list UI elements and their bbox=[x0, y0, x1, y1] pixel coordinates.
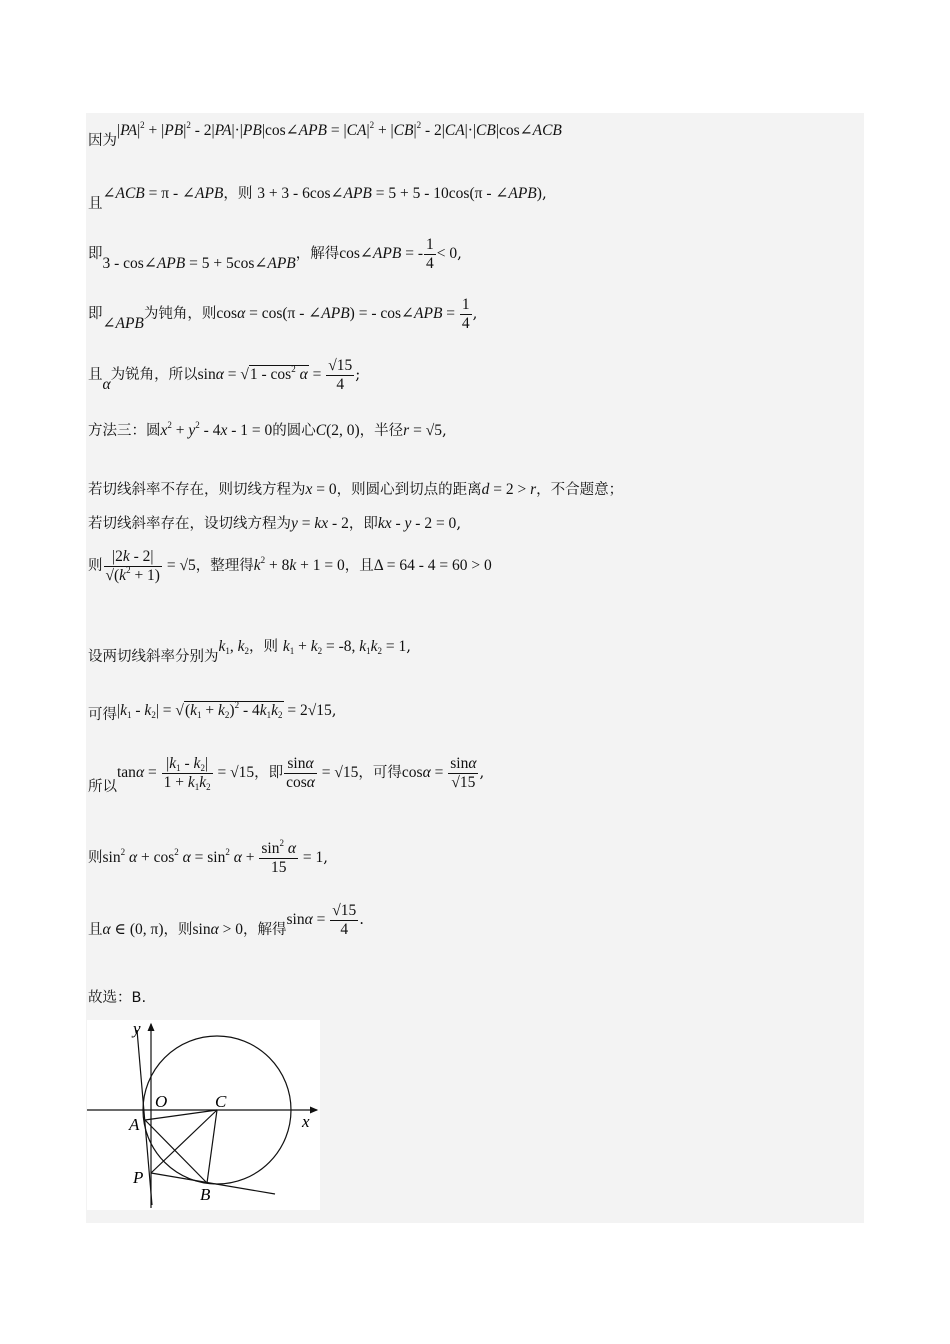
equation-line-6: 方法三：圆$x^2 + y^2 - 4x - 1 = 0$的圆心C(2, 0)，半径r = √5, bbox=[88, 420, 447, 439]
label-b: B bbox=[200, 1185, 211, 1204]
equation-line-1: 因为$|PA|^2 + |PB|^2$ - 2|PA|·|PB|cos∠APB = $|CA|^2 + |CB|^2$ - 2|CA|·|CB|cos∠ACB bbox=[88, 120, 562, 149]
segment-cb bbox=[207, 1110, 217, 1183]
label-o: O bbox=[155, 1092, 168, 1111]
label-y: y bbox=[133, 1020, 141, 1038]
equation-line-10: 设两切线斜率分别为$k_1$, $k_2$，则 $k_1 + k_2 = -8$, $k_1k_2 = 1$, bbox=[88, 637, 412, 665]
geometry-figure bbox=[87, 1020, 320, 1210]
label-p: P bbox=[133, 1168, 144, 1187]
circle-tangent-diagram bbox=[87, 1020, 320, 1210]
equation-line-11: 可得$|k_1 - k_2| = √(k_1 + k_2)^2 - 4k_1k_2 = 2√15$, bbox=[88, 700, 337, 723]
equation-line-3: 即3 - cos∠APB = 5 + 5cos∠APB，解得cos∠APB = - $\frac{1}{4}$ < 0, bbox=[88, 236, 462, 273]
tangent-line-pb bbox=[151, 1173, 275, 1194]
equation-line-2: 且∠ACB = π - ∠APB，则 3 + 3 - 6cos∠APB = 5 + 5 - 10cos(π - ∠APB), bbox=[88, 184, 547, 212]
equation-line-12: 所以tanα = $\frac{|k_1 - k_2|}{1 + k_1k_2}$ = √15，即 $\frac{\sin\alpha}{\cos\alpha}$ = √15，可得cosα = $\frac{\sin\alpha}{√15}$ , bbox=[88, 755, 485, 796]
equation-line-14: 且α ∈ (0, π)，则sinα > 0，解得sinα = $\frac{√15}{4}$ . bbox=[88, 902, 365, 939]
equation-line-13: 则$\sin^2 \alpha + \cos^2 \alpha = \sin^2 \alpha$ + $\frac{\sin^2 \alpha}{15}$ = 1, bbox=[88, 838, 329, 876]
segment-pc bbox=[151, 1110, 217, 1173]
equation-line-4: 即∠APB为钝角，则cosα = cos(π - ∠APB) = - cos∠APB = $\frac{1}{4}$ , bbox=[88, 296, 478, 333]
answer-line: 故选：B. bbox=[88, 990, 147, 1006]
equation-line-5: 且α为锐角，所以$\sin\alpha = √1 - \cos^2 \alpha$ = $\frac{√15}{4}$ ; bbox=[88, 357, 361, 394]
label-a: A bbox=[129, 1115, 140, 1134]
equation-line-8: 若切线斜率存在，设切线方程为y = kx - 2，即kx - y - 2 = 0, bbox=[88, 514, 462, 532]
equation-line-9: 则 $\frac{|2k - 2|}{√(k^2 + 1)}$ = √5，整理得$k^2 + 8k + 1 = 0$，且Δ = 64 - 4 = 60 > 0 bbox=[88, 548, 492, 584]
label-c: C bbox=[215, 1092, 227, 1111]
segment-ac bbox=[145, 1110, 217, 1120]
equation-line-7: 若切线斜率不存在，则切线方程为x = 0，则圆心到切点的距离d = 2 > r，不合题意； bbox=[88, 481, 624, 498]
label-x: x bbox=[302, 1112, 310, 1131]
